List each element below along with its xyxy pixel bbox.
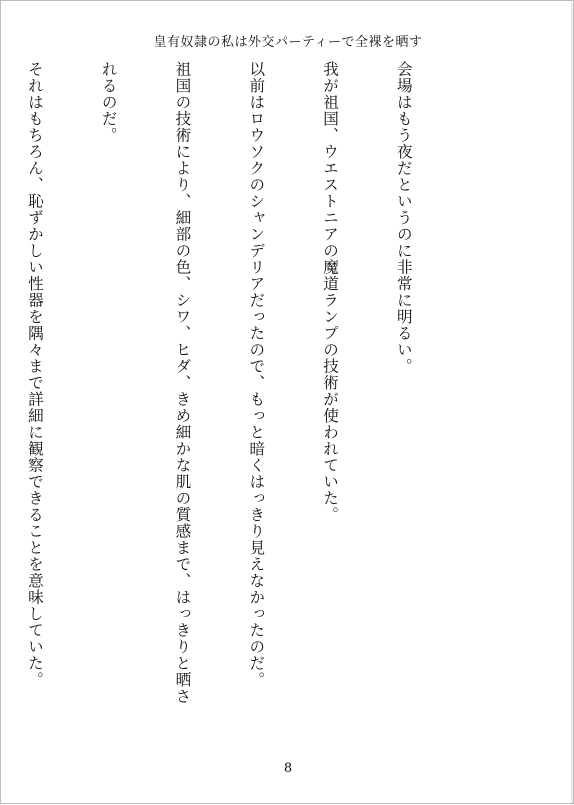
text-line: れるのだ。 (99, 61, 118, 144)
text-line: 会場はもう夜だというのに非常に明るい。 (394, 61, 413, 375)
page-number: 8 (283, 761, 293, 776)
text-line: それはもちろん、恥ずかしい性器を隅々まで詳細に観察できることを意味していた。 (25, 61, 44, 688)
text-line: 以前はロウソクのシャンデリアだったので、もっと暗くはっきり見えなかったのだ。 (247, 61, 266, 688)
text-line: 我が祖国、ウエストニアの魔道ランプの技術が使われていた。 (321, 61, 340, 523)
running-header-title: 皇有奴隷の私は外交パーティーで全裸を晒す (153, 35, 423, 50)
text-line: 祖国の技術により、細部の色、シワ、ヒダ、きめ細かな肌の質感まで、はっきりと晒さ (173, 61, 192, 705)
vertical-body-text (0, 61, 465, 711)
